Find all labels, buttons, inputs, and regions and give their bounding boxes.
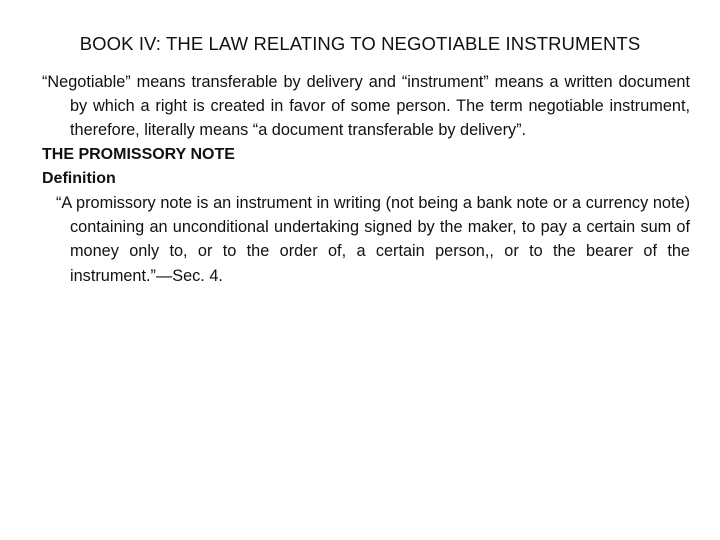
section-heading: THE PROMISSORY NOTE (42, 145, 235, 163)
slide-title: BOOK IV: THE LAW RELATING TO NEGOTIABLE INSTRUMENTS (79, 33, 641, 54)
definition-quote: “A promissory note is an instrument in writing (not being a bank note or a currency note) containing an unconditional undertaking signed by the maker, to pay a certain sum of money only to, or to the order of, a certain person,, or to the bearer of the instrument.”—Sec. 4. (56, 194, 690, 285)
intro-paragraph: “Negotiable” means transferable by delivery and “instrument” means a written document by which a right is created in favor of some person. The term negotiable instrument, therefore, literally means “a document transferable by delivery”. (42, 73, 690, 140)
slide-body (42, 70, 690, 288)
definition-subheading: Definition (42, 169, 116, 187)
